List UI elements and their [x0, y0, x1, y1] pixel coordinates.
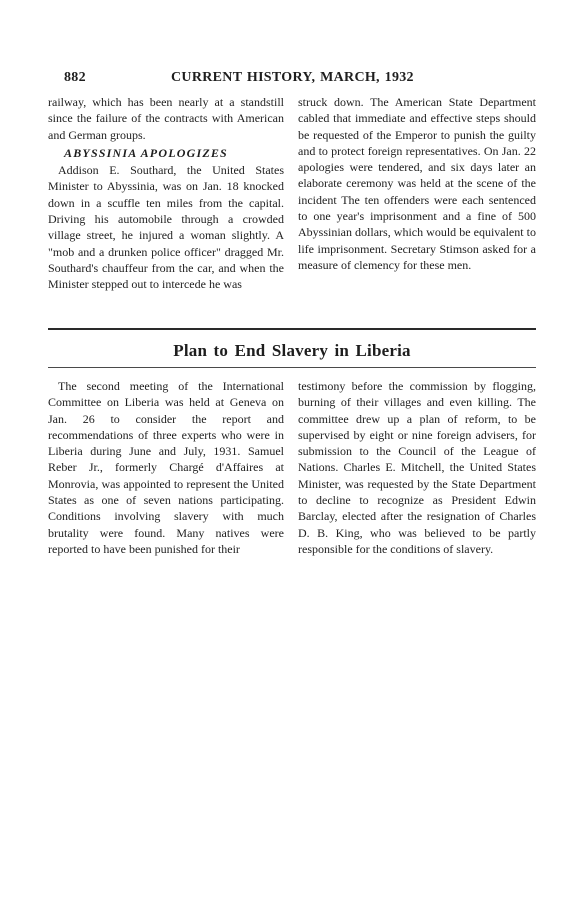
page-header	[64, 70, 524, 90]
abyssinia-paragraph: Addison E. Southard, the United States Minister to Abyssinia, was on Jan. 18 knocked down in a scuffle ten miles from the capital. Driving his automobile through a crowded village street, he injured a woman slightly. A "mob and a drunken police officer" dragged Mr. Southard's chauffeur from the car, and when the Minister stepped out to intercede he was	[48, 163, 284, 292]
section-subheading: ABYSSINIA APOLOGIZES	[64, 145, 228, 160]
bottom-left-column	[48, 378, 284, 557]
continued-paragraph: railway, which has been nearly at a standstill since the failure of the contracts with American and German groups.	[48, 95, 284, 142]
section-divider-top	[48, 328, 536, 330]
section-divider-bottom	[48, 367, 536, 368]
top-left-column	[48, 94, 284, 293]
liberia-paragraph-continued: testimony before the commission by flogging, burning of their villages and even killing. The committee drew up a plan of reform, to be supervised by eight or nine foreign advisers, for submission to the Council of the League of Nations. Charles E. Mitchell, the United States Minister, was requested by the State Department to decline to recognize as President Edwin Barclay, elected after the resignation of Charles D. B. King, who was believed to be partly responsible for the conditions of slavery.	[298, 379, 536, 556]
running-title: CURRENT HISTORY, MARCH, 1932	[171, 70, 414, 85]
top-right-column	[298, 94, 536, 273]
abyssinia-paragraph-continued: struck down. The American State Department cabled that immediate and effective steps should be requested of the Emperor to punish the guilty and to protect foreign representatives. On Jan. 22 apologies were tendered, and six days later an elaborate ceremony was held at the scene of the incident The ten offenders were each sentenced to one year's imprisonment and a fine of 500 Abyssinian dollars, which would be equivalent to life imprisonment. Secretary Stimson asked for a measure of clemency for these men.	[298, 95, 536, 272]
liberia-paragraph: The second meeting of the International Committee on Liberia was held at Geneva on Jan. 26 to consider the report and recommendations of three experts who were in Liberia during June and July, 1931. Samuel Reber Jr., formerly Chargé d'Affaires at Monrovia, was appointed to represent the United States as one of seven nations participating. Conditions involving slavery with much brutality were found. Many natives were reported to have been punished for their	[48, 379, 284, 556]
bottom-right-column	[298, 378, 536, 557]
page-number: 882	[64, 70, 86, 85]
article-title: Plan to End Slavery in Liberia	[173, 341, 411, 360]
